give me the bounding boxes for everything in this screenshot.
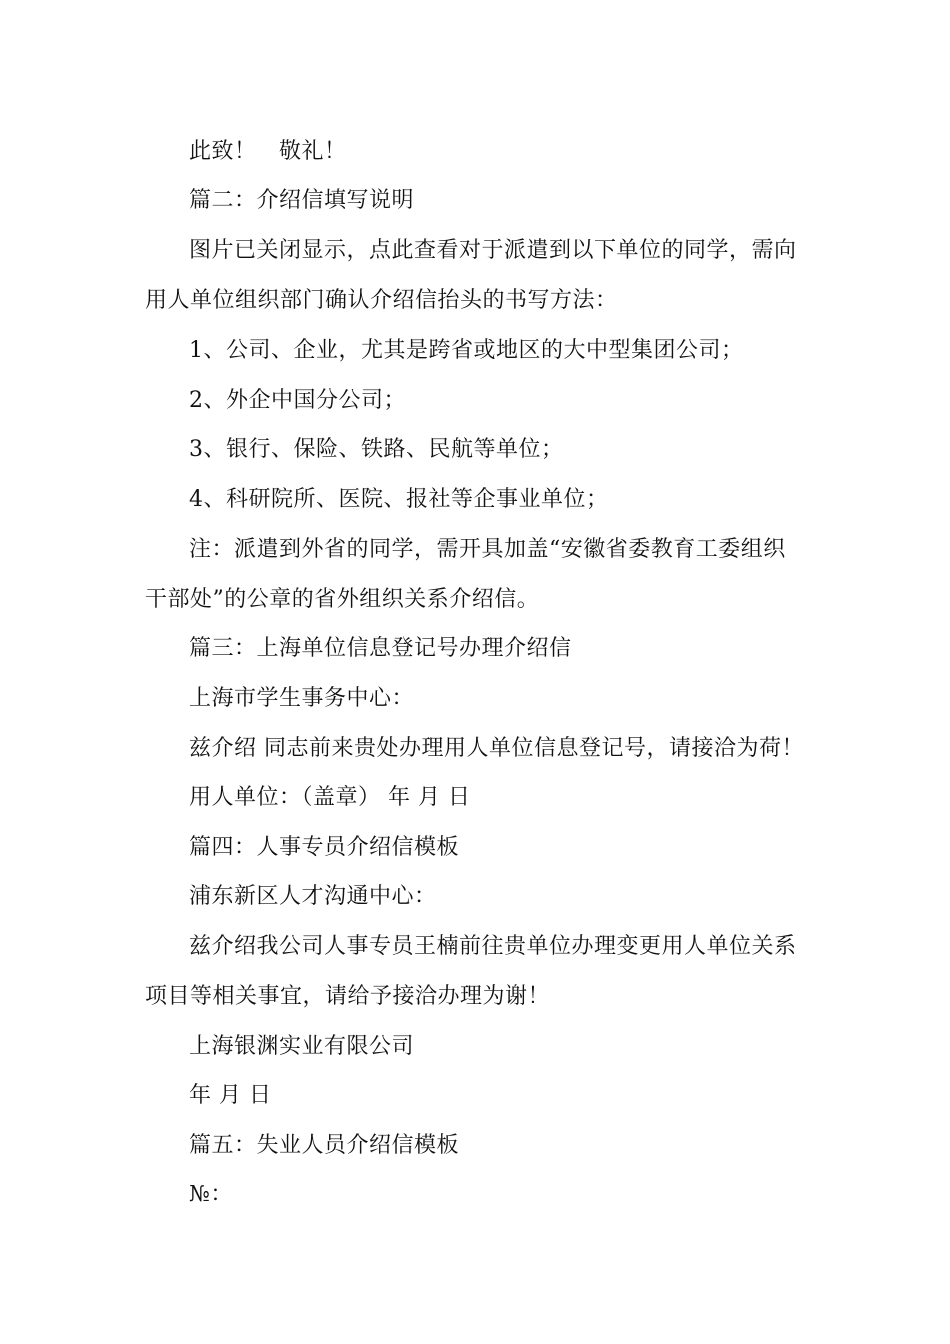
section-heading-3 [145,624,810,674]
body-paragraph [145,724,810,774]
text-line: 1、公司、企业，尤其是跨省或地区的大中型集团公司； [189,338,744,363]
text-line: 2、外企中国分公司； [189,388,406,413]
text-line: 篇四：人事专员介绍信模板 [189,835,460,860]
text-line: 浦东新区人才沟通中心： [189,884,437,909]
section-heading-5 [145,1121,810,1171]
text-line: 此致！ 敬礼！ [189,139,347,164]
list-item [145,376,810,426]
number-field [145,1170,810,1220]
text-line: 篇三：上海单位信息登记号办理介绍信 [189,636,572,661]
text-line: 兹介绍 同志前来贵处办理用人单位信息登记号，请接洽为荷！ [189,736,804,761]
text-line: 上海市学生事务中心： [189,686,415,711]
text-line: №： [189,1182,233,1207]
addressee [145,674,810,724]
text-line: 3、银行、保险、铁路、民航等单位； [189,437,564,462]
text-line: 图片已关闭显示，点此查看对于派遣到以下单位的同学，需向 [189,238,797,263]
section-heading-4 [145,823,810,873]
text-line: 用人单位组织部门确认介绍信抬头的书写方法： [145,288,618,313]
section-heading-2 [145,176,810,226]
text-line: 项目等相关事宜，请给予接洽办理为谢！ [145,984,551,1009]
addressee [145,872,810,922]
list-item [145,326,810,376]
text-line: 上海银渊实业有限公司 [189,1034,415,1059]
text-line: 篇二：介绍信填写说明 [189,188,415,213]
list-item [145,425,810,475]
body-paragraph [145,922,810,1022]
text-line: 用人单位：（盖章） 年 月 日 [189,785,471,810]
text-line: 4、科研院所、医院、报社等企事业单位； [189,487,609,512]
date-line [145,1071,810,1121]
text-line: 年 月 日 [189,1083,272,1108]
closing-salutation [145,127,810,177]
note-paragraph [145,525,810,625]
text-line: 干部处”的公章的省外组织关系介绍信。 [145,587,540,612]
text-line: 篇五：失业人员介绍信模板 [189,1133,460,1158]
body-paragraph [145,226,810,326]
signature-line [145,773,810,823]
company-name [145,1022,810,1072]
text-line: 注：派遣到外省的同学，需开具加盖“安徽省委教育工委组织 [189,537,786,562]
list-item [145,475,810,525]
text-line: 兹介绍我公司人事专员王楠前往贵单位办理变更用人单位关系 [189,934,797,959]
